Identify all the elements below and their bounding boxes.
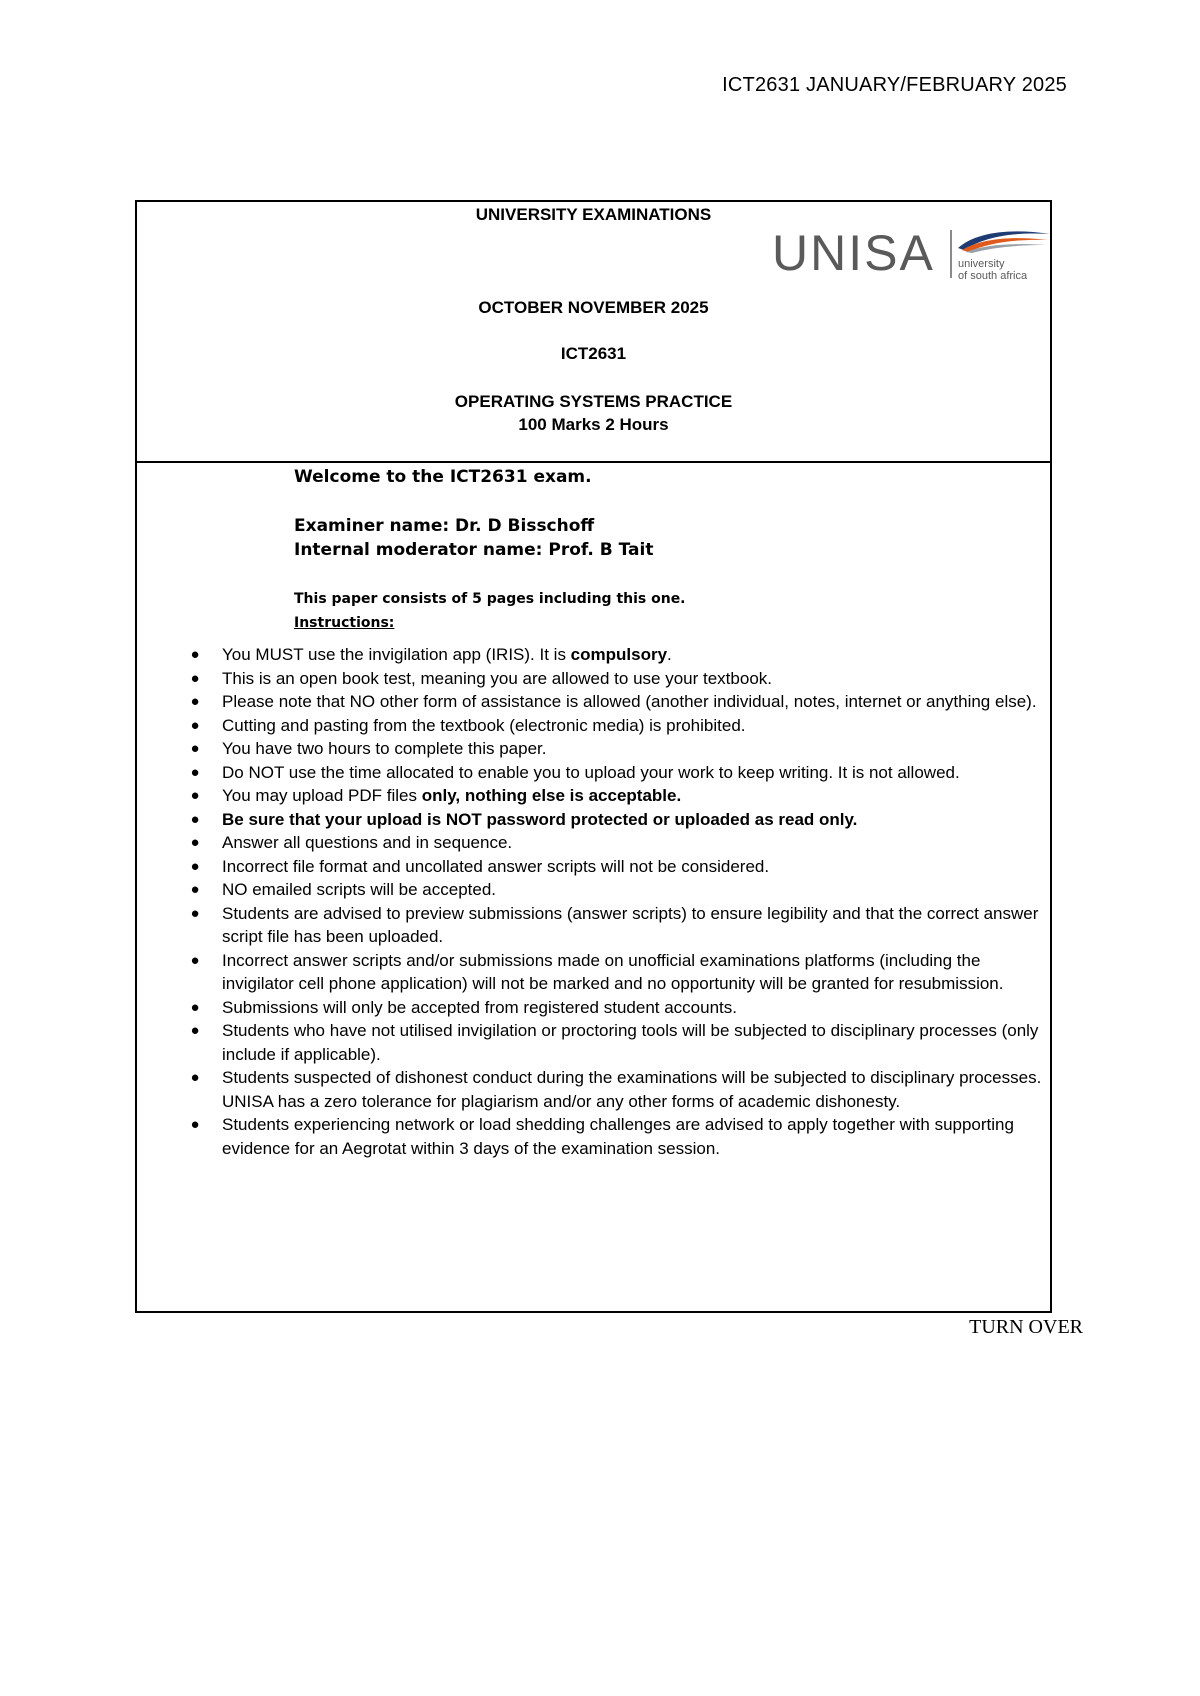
instruction-item: [185, 667, 1045, 691]
bullet-icon: ●: [190, 693, 200, 710]
instructions-section: [137, 463, 1050, 1311]
bullet-icon: ●: [190, 787, 200, 804]
pages-note: This paper consists of 5 pages including this one.: [294, 591, 686, 607]
bullet-icon: ●: [190, 1116, 200, 1133]
instruction-text: You have two hours to complete this paper.: [222, 739, 547, 758]
instruction-item: [185, 1019, 1045, 1066]
header-reference: ICT2631 JANUARY/FEBRUARY 2025: [722, 74, 1067, 96]
instruction-item: [185, 878, 1045, 902]
instruction-emphasis: Be sure that your upload is NOT password protected or uploaded as read only.: [222, 809, 858, 829]
logo-sub-line1: university: [958, 258, 1005, 270]
module-name: OPERATING SYSTEMS PRACTICE: [454, 392, 733, 411]
turn-over-note: TURN OVER: [969, 1316, 1083, 1338]
instruction-item: [185, 996, 1045, 1020]
instruction-text: You MUST use the invigilation app (IRIS). It is: [222, 645, 571, 664]
instruction-text: This is an open book test, meaning you are allowed to use your textbook.: [222, 668, 772, 688]
instruction-text: Students who have not utilised invigilation or proctoring tools will be subjected to disciplinary processes (only include if applicable).: [222, 1021, 1039, 1064]
module-code: ICT2631: [560, 344, 627, 363]
instruction-item: [185, 737, 1045, 761]
bullet-icon: ●: [190, 881, 200, 898]
instruction-item: [185, 1066, 1045, 1113]
instruction-text: Incorrect file format and uncollated answer scripts will not be considered.: [222, 856, 770, 876]
logo-divider: [950, 230, 952, 278]
bullet-icon: ●: [190, 646, 200, 663]
bullet-icon: ●: [190, 669, 200, 687]
instruction-item: [185, 949, 1045, 996]
instructions-label: Instructions:: [294, 615, 395, 631]
instruction-item: [185, 902, 1045, 949]
unisa-logo: [772, 224, 1052, 284]
instruction-item: [185, 643, 1045, 667]
bullet-icon: ●: [190, 998, 200, 1016]
bullet-icon: ●: [190, 834, 200, 851]
moderator-name: Internal moderator name: Prof. B Tait: [294, 540, 654, 560]
logo-sub-line2: of south africa: [958, 270, 1028, 282]
logo-subtitle: [958, 258, 1027, 282]
instruction-item: [185, 690, 1045, 714]
instruction-text: You may upload PDF files: [222, 786, 422, 805]
bullet-icon: ●: [190, 951, 200, 969]
title-block: [137, 202, 1050, 463]
instruction-text: NO emailed scripts will be accepted.: [222, 880, 497, 899]
exam-cover-frame: [135, 200, 1052, 1313]
bullet-icon: ●: [190, 810, 200, 828]
instruction-item: [185, 761, 1045, 785]
exam-session: OCTOBER NOVEMBER 2025: [478, 298, 709, 317]
instruction-text: Submissions will only be accepted from registered student accounts.: [222, 997, 737, 1017]
bullet-icon: ●: [190, 904, 200, 922]
bullet-icon: ●: [190, 740, 200, 757]
bullet-icon: ●: [190, 716, 200, 734]
marks-and-duration: 100 Marks 2 Hours: [518, 415, 669, 434]
exam-heading: UNIVERSITY EXAMINATIONS: [475, 205, 712, 224]
instruction-text: Students experiencing network or load shedding challenges are advised to apply together with supporting evidence for an Aegrotat within 3 days of the examination session.: [222, 1115, 1014, 1158]
instruction-text: Students suspected of dishonest conduct during the examinations will be subjected to disciplinary processes. UNISA has a zero tolerance for plagiarism and/or any other forms of academic dishonesty.: [222, 1068, 1042, 1111]
welcome-text: Welcome to the ICT2631 exam.: [294, 467, 592, 487]
instruction-item: [185, 1113, 1045, 1160]
instruction-emphasis: compulsory: [570, 645, 668, 664]
instructions-list: [185, 643, 1045, 1160]
logo-swoosh-icon: [956, 226, 1052, 254]
instruction-text: Incorrect answer scripts and/or submissions made on unofficial examinations platforms (including the invigilator cell phone application) will not be marked and no opportunity will be granted for resubmission.: [222, 950, 1004, 993]
bullet-icon: ●: [190, 1022, 200, 1039]
instruction-item: [185, 808, 1045, 832]
bullet-icon: ●: [190, 763, 200, 781]
instruction-text: Answer all questions and in sequence.: [222, 833, 513, 852]
bullet-icon: ●: [190, 1069, 200, 1086]
instruction-text: Cutting and pasting from the textbook (electronic media) is prohibited.: [222, 715, 746, 735]
instruction-item: [185, 784, 1045, 808]
instruction-text-tail: .: [667, 645, 672, 664]
examiner-name: Examiner name: Dr. D Bisschoff: [294, 516, 595, 536]
bullet-icon: ●: [190, 857, 200, 875]
instruction-emphasis: only, nothing else is acceptable.: [421, 786, 682, 805]
instruction-item: [185, 855, 1045, 879]
instruction-item: [185, 714, 1045, 738]
instruction-item: [185, 831, 1045, 855]
instruction-text: Please note that NO other form of assistance is allowed (another individual, notes, internet or anything else).: [222, 692, 1037, 711]
instruction-text: Do NOT use the time allocated to enable you to upload your work to keep writing. It is not allowed.: [222, 762, 960, 782]
instruction-text: Students are advised to preview submissions (answer scripts) to ensure legibility and that the correct answer script file has been uploaded.: [222, 903, 1039, 946]
logo-wordmark: UNISA: [772, 225, 935, 281]
